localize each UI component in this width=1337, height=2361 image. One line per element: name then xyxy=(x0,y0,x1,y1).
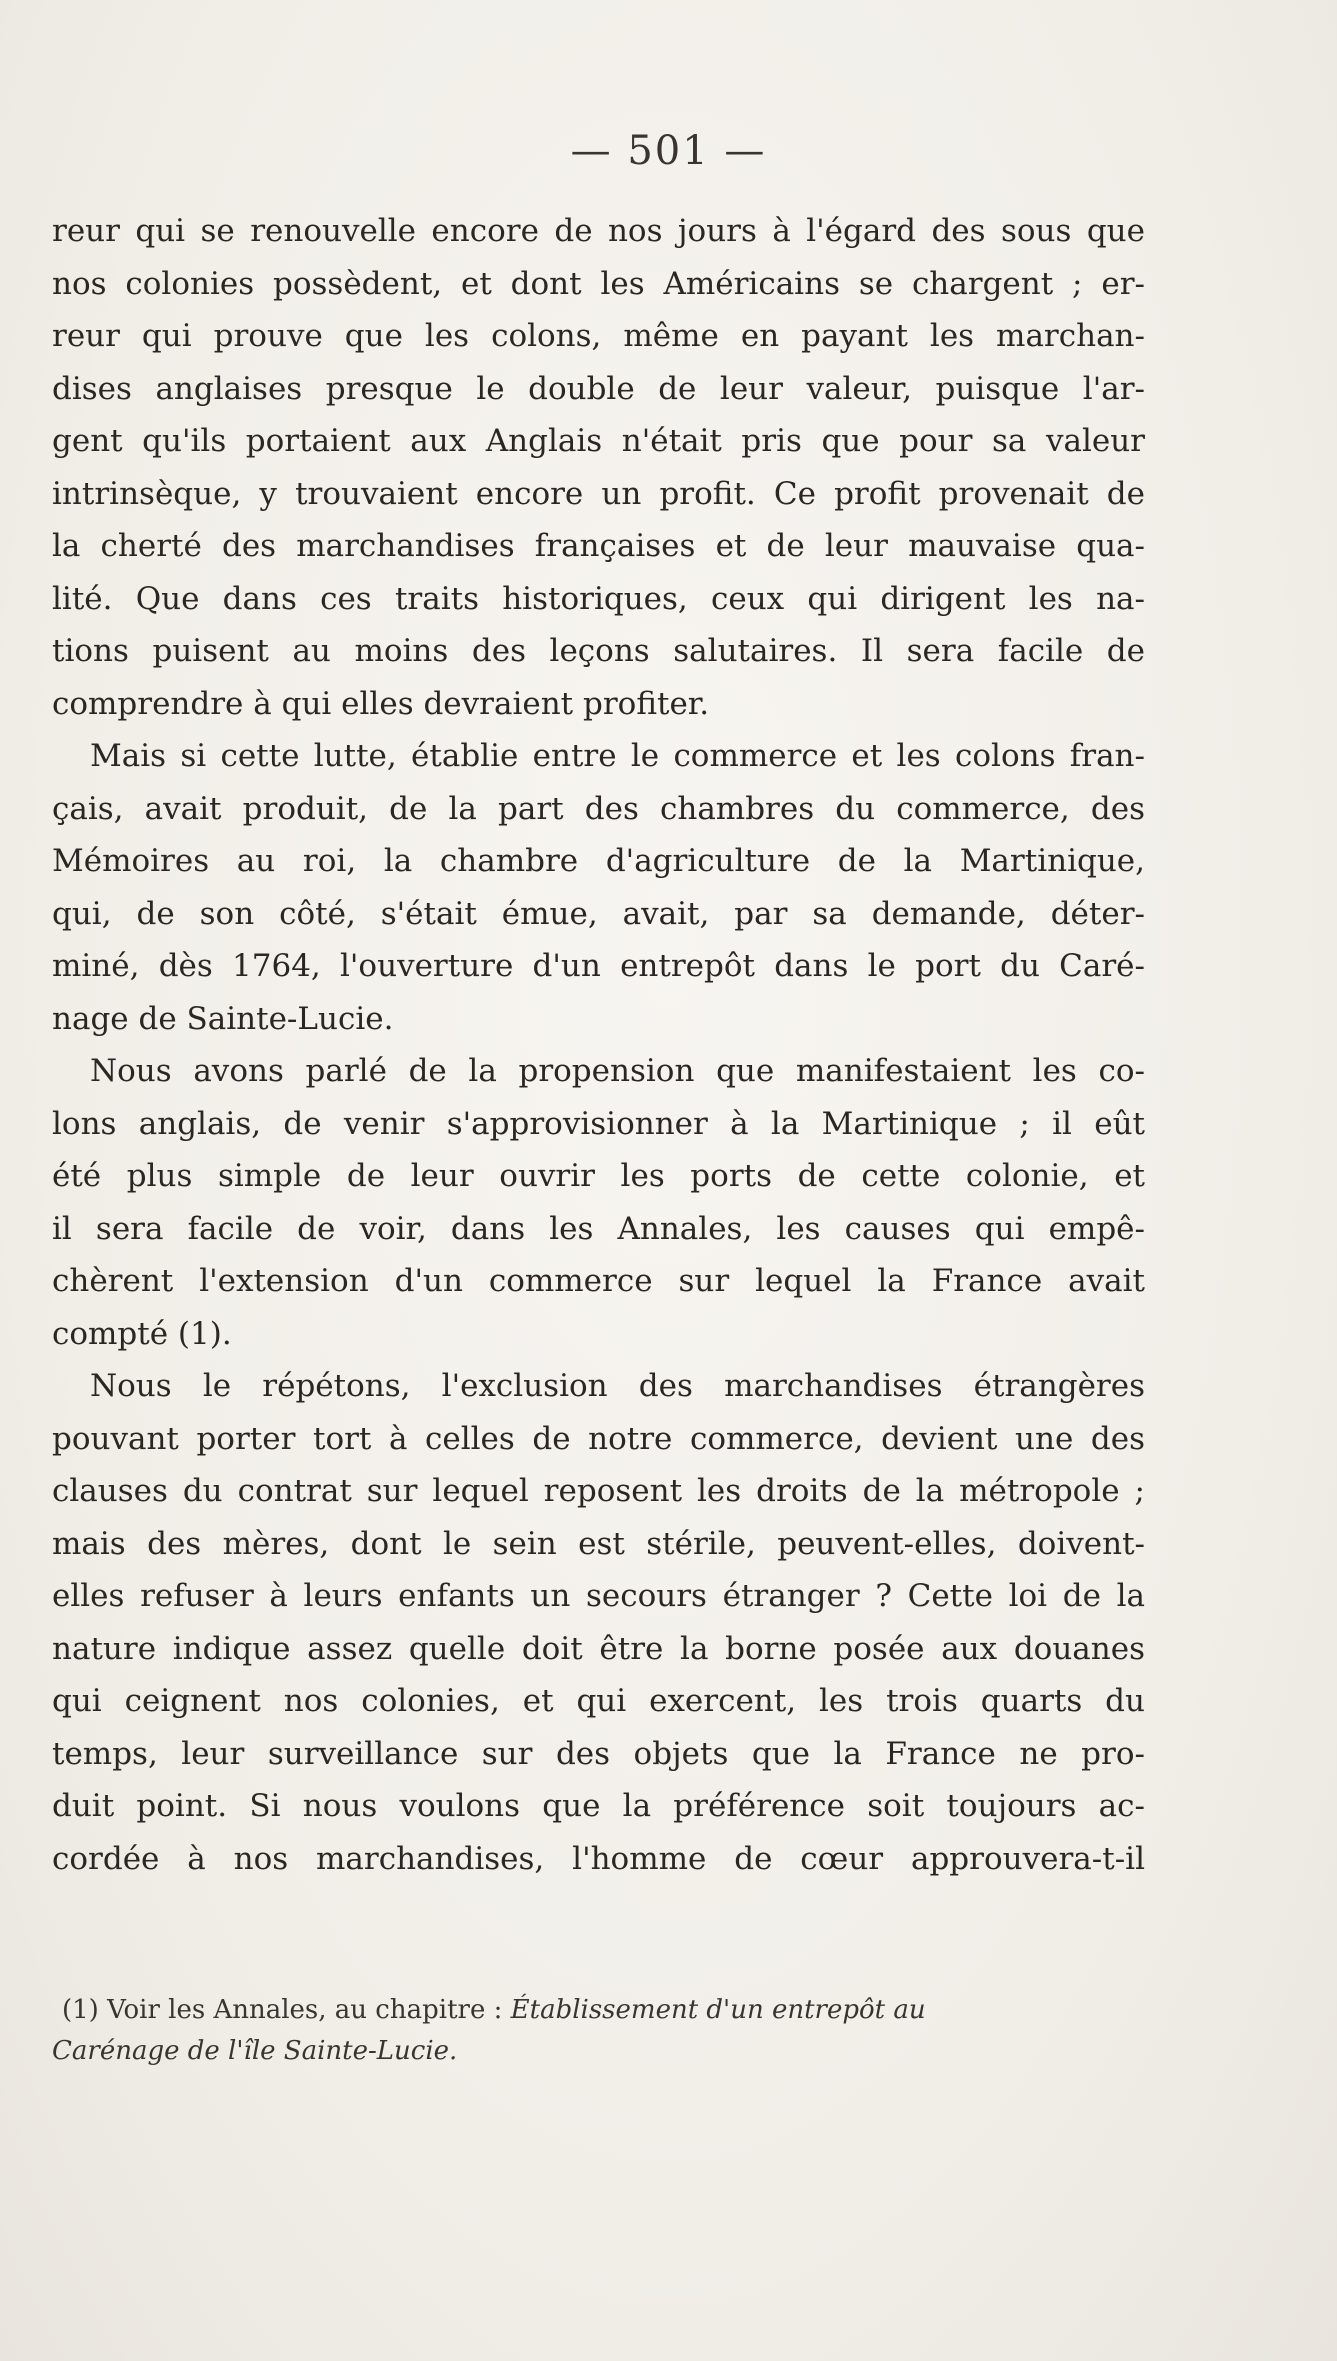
text-line: temps, leur surveillance sur des objets que la France ne pro- xyxy=(52,1735,1145,1772)
footnote xyxy=(52,1990,1145,2072)
text-line: été plus simple de leur ouvrir les ports de cette colonie, et xyxy=(52,1158,1145,1194)
text-line: chèrent l'extension d'un commerce sur lequel la France avait xyxy=(52,1263,1145,1299)
footnote-chapter-title: Établissement d'un entrepôt au xyxy=(510,1995,926,2025)
text-line: çais, avait produit, de la part des chambres du commerce, des xyxy=(52,790,1145,827)
text-line: gent qu'ils portaient aux Anglais n'était pris que pour sa valeur xyxy=(52,423,1145,459)
text-line: comprendre à qui elles devraient profiter. xyxy=(52,685,710,722)
text-line: qui, de son côté, s'était émue, avait, par sa demande, déter- xyxy=(52,895,1145,932)
text-line: lité. Que dans ces traits historiques, ceux qui dirigent les na- xyxy=(52,580,1145,617)
text-line: clauses du contrat sur lequel reposent les droits de la métropole ; xyxy=(52,1473,1145,1509)
footnote-text: (1) Voir les Annales, au chapitre : xyxy=(62,1995,511,2025)
text-line: compté (1). xyxy=(52,1315,232,1352)
text-line: nos colonies possèdent, et dont les Américains se chargent ; er- xyxy=(52,265,1145,302)
text-line: Nous le répétons, l'exclusion des marchandises étrangères xyxy=(90,1368,1145,1404)
text-line: nature indique assez quelle doit être la borne posée aux douanes xyxy=(52,1630,1145,1667)
text-line: nage de Sainte-Lucie. xyxy=(52,1000,394,1037)
text-line: cordée à nos marchandises, l'homme de cœur approuvera-t-il xyxy=(52,1840,1145,1877)
text-line: pouvant porter tort à celles de notre commerce, devient une des xyxy=(52,1420,1145,1457)
text-line: miné, dès 1764, l'ouverture d'un entrepôt dans le port du Caré- xyxy=(52,948,1145,984)
text-line: mais des mères, dont le sein est stérile, peuvent-elles, doivent- xyxy=(52,1525,1145,1562)
text-line: la cherté des marchandises françaises et de leur mauvaise qua- xyxy=(52,528,1145,564)
footnote-chapter-title-cont: Carénage de l'île Sainte-Lucie. xyxy=(52,2036,458,2066)
text-line: lons anglais, de venir s'approvisionner à la Martinique ; il eût xyxy=(52,1105,1145,1142)
text-line: elles refuser à leurs enfants un secours étranger ? Cette loi de la xyxy=(52,1578,1145,1614)
text-line: dises anglaises presque le double de leur valeur, puisque l'ar- xyxy=(52,370,1145,407)
footnote-line xyxy=(52,1990,1145,2031)
body-text xyxy=(52,205,1145,1885)
text-line: il sera facile de voir, dans les Annales, les causes qui empê- xyxy=(52,1210,1145,1247)
text-line: reur qui prouve que les colons, même en payant les marchan- xyxy=(52,318,1145,354)
page-number: — 501 — xyxy=(570,128,767,174)
text-line: qui ceignent nos colonies, et qui exercent, les trois quarts du xyxy=(52,1683,1145,1719)
text-line: Mémoires au roi, la chambre d'agriculture de la Martinique, xyxy=(52,843,1145,879)
text-line: tions puisent au moins des leçons salutaires. Il sera facile de xyxy=(52,633,1145,669)
text-line: intrinsèque, y trouvaient encore un profit. Ce profit provenait de xyxy=(52,475,1145,512)
text-line: reur qui se renouvelle encore de nos jours à l'égard des sous que xyxy=(52,213,1145,249)
text-line: Nous avons parlé de la propension que manifestaient les co- xyxy=(90,1053,1145,1089)
text-line: Mais si cette lutte, établie entre le commerce et les colons fran- xyxy=(90,738,1145,774)
text-line: duit point. Si nous voulons que la préférence soit toujours ac- xyxy=(52,1788,1145,1824)
